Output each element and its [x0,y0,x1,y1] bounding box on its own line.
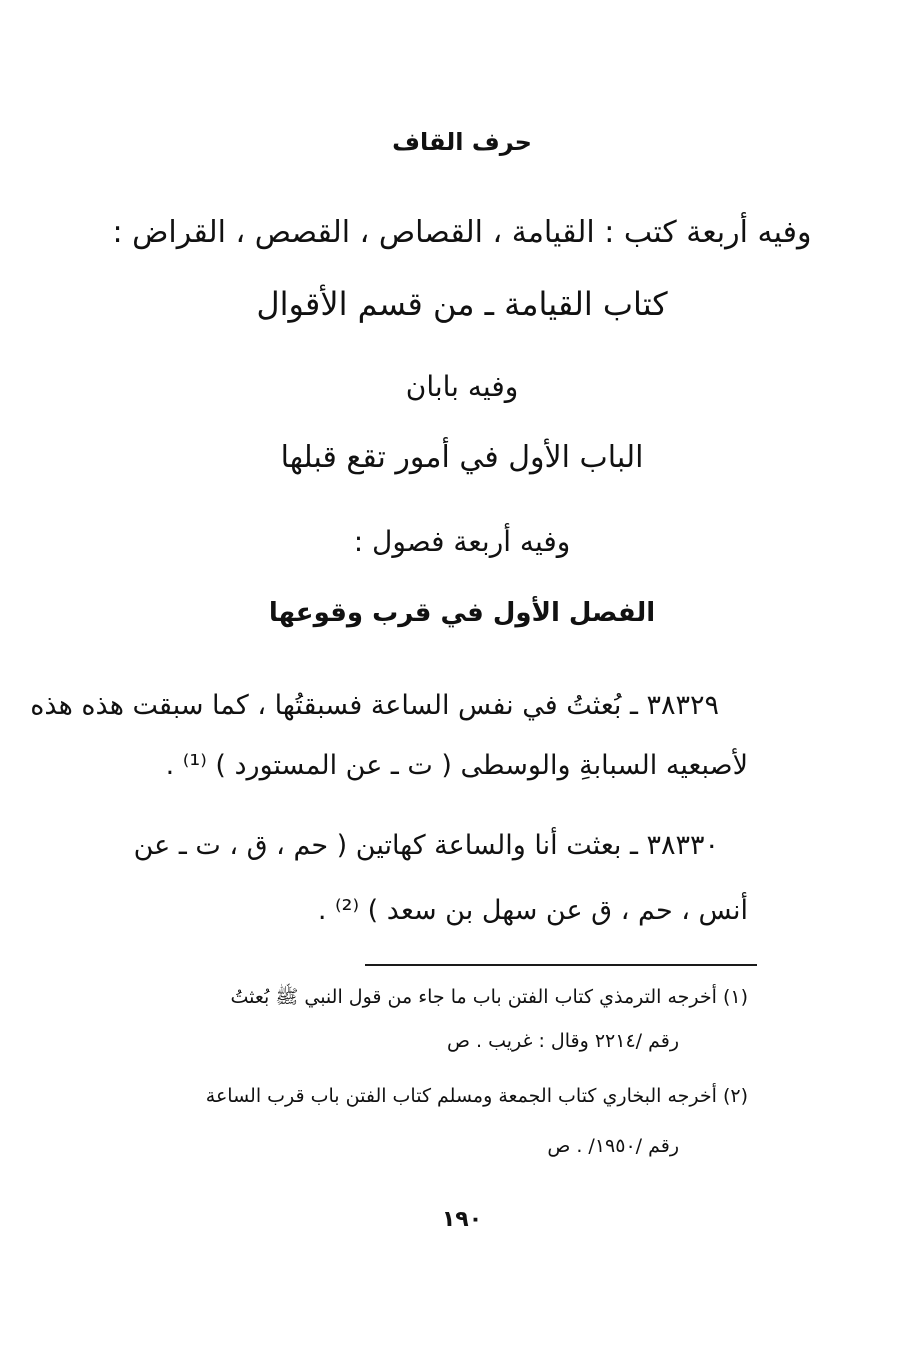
footnote-2-line-1: (٢) أخرجه البخاري كتاب الجمعة ومسلم كتاب الفتن باب قرب الساعة [205,1085,748,1107]
book-title: كتاب القيامة ـ من قسم الأقوال [256,285,668,323]
chapter-subtitle: وفيه أربعة فصول : [353,525,571,558]
hadith-1-line-1: ٣٨٣٢٩ ـ بُعثتُ في نفس الساعة فسبقتُها ، كما سبقت هذه هذه [30,690,719,721]
hadith-2-line-1: ٣٨٣٣٠ ـ بعثت أنا والساعة كهاتين ( حم ، ق ، ت ـ عن [133,830,719,861]
footnote-1-line-1: (١) أخرجه الترمذي كتاب الفتن باب ما جاء من قول النبي ﷺ بُعثتُ [230,986,748,1008]
footnote-2-line-2: رقم /١٩٥٠/ . ص [547,1135,679,1157]
footnote-divider [365,964,757,966]
intro-line: وفيه أربعة كتب : القيامة ، القصاص ، القصص ، القراض : [112,215,812,250]
footnote-1-line-2: رقم /٢٢١٤ وقال : غريب . ص [447,1030,679,1052]
hadith-2-line-2: أنس ، حم ، ق عن سهل بن سعد ) ⁽²⁾ . [317,895,748,926]
page-number: ١٩٠ [441,1207,483,1232]
letter-heading: حرف القاف [392,128,532,156]
section-title: الفصل الأول في قرب وقوعها [268,598,656,628]
chapter-title: الباب الأول في أمور تقع قبلها [280,440,644,475]
hadith-1-line-2: لأصبعيه السبابةِ والوسطى ( ت ـ عن المستورد ) ⁽¹⁾ . [165,750,748,781]
book-subtitle: وفيه بابان [405,370,519,403]
